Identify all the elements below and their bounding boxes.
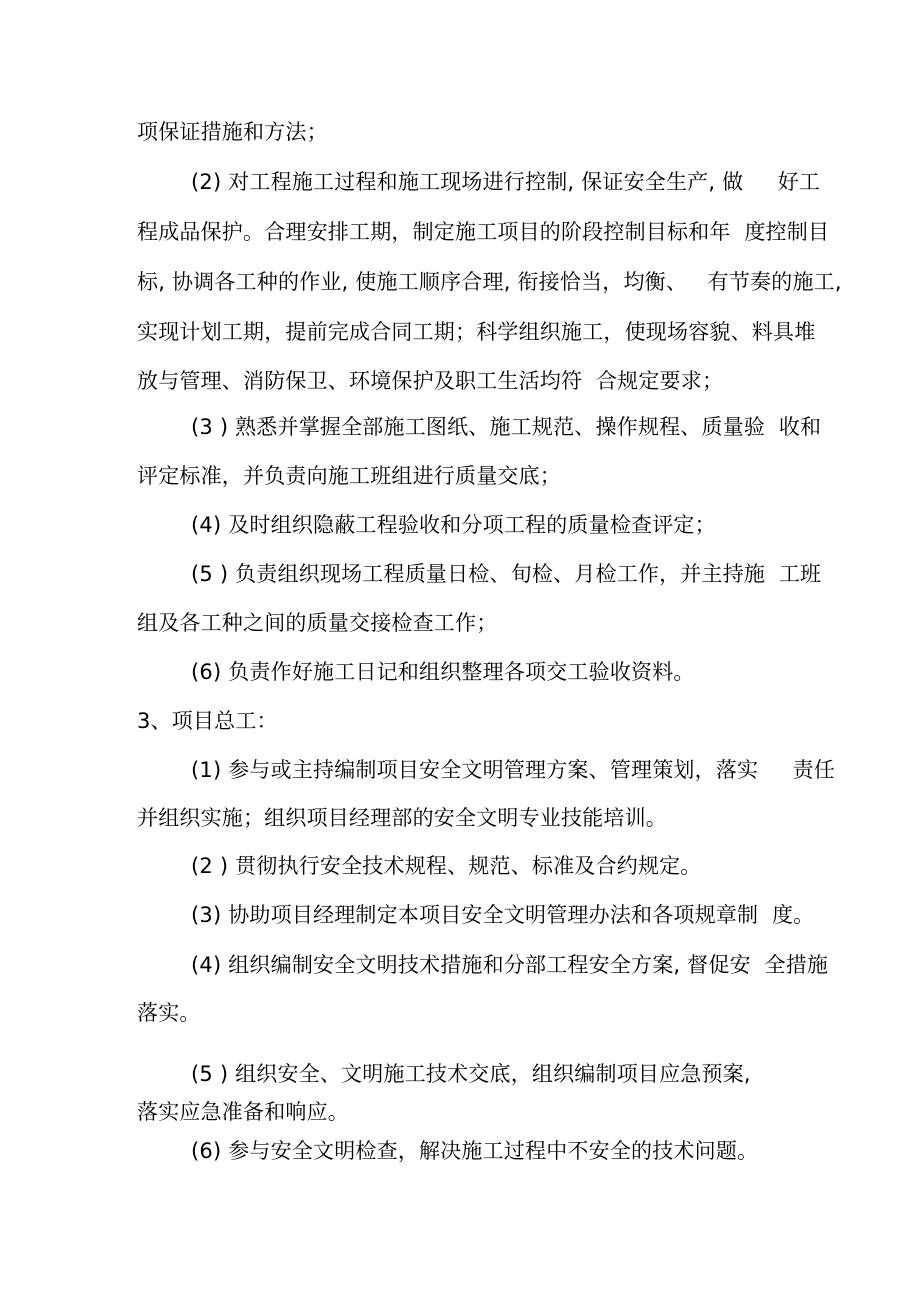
text-line: (2 ) 贯彻执行安全技术规程、规范、标准及合约规定。 <box>191 854 702 878</box>
text-line: 落实应急准备和响应。 <box>137 1100 349 1124</box>
text-line: (4) 及时组织隐蔽工程验收和分项工程的质量检查评定； <box>191 513 716 537</box>
text-line: (3) 协助项目经理制定本项目安全文明管理办法和各项规章制 度。 <box>191 903 815 927</box>
text-line: 程成品保护。合理安排工期，制定施工项目的阶段控制目标和年 度控制目 <box>137 220 830 244</box>
text-line: (6) 负责作好施工日记和组织整理各项交工验收资料。 <box>191 660 695 684</box>
text-line: (2) 对工程施工过程和施工现场进行控制, 保证安全生产, 做 好工 <box>191 170 821 194</box>
text-line: 并组织实施；组织项目经理部的安全文明专业技能培训。 <box>137 806 667 830</box>
text-line: 标, 协调各工种的作业, 使施工顺序合理, 衔接恰当，均衡、 有节奏的施工, <box>137 270 842 294</box>
text-line: (4) 组织编制安全文明技术措施和分部工程安全方案, 督促安 全措施 <box>191 953 829 977</box>
text-line: (5 ) 组织安全、文明施工技术交底，组织编制项目应急预案, <box>191 1062 751 1086</box>
text-line: (3 ) 熟悉并掌握全部施工图纸、施工规范、操作规程、质量验 收和 <box>191 415 822 439</box>
text-line: 项保证措施和方法； <box>137 120 328 144</box>
text-line: (1) 参与或主持编制项目安全文明管理方案、管理策划，落实 责任 <box>191 758 835 782</box>
text-line: 落实。 <box>137 1001 201 1025</box>
text-line: 放与管理、消防保卫、环境保护及职工生活均符 合规定要求； <box>137 369 724 393</box>
text-line: (5 ) 负责组织现场工程质量日检、旬检、月检工作，并主持施 工班 <box>191 562 822 586</box>
text-line: 实现计划工期，提前完成合同工期；科学组织施工，使现场容貌、料具堆 <box>137 320 816 344</box>
text-line: 评定标准，并负责向施工班组进行质量交底； <box>137 464 561 488</box>
text-line: 组及各工种之间的质量交接检查工作； <box>137 611 498 635</box>
section-heading: 3、项目总工： <box>137 709 278 733</box>
text-line: (6) 参与安全文明检查，解决施工过程中不安全的技术问题。 <box>191 1139 759 1163</box>
